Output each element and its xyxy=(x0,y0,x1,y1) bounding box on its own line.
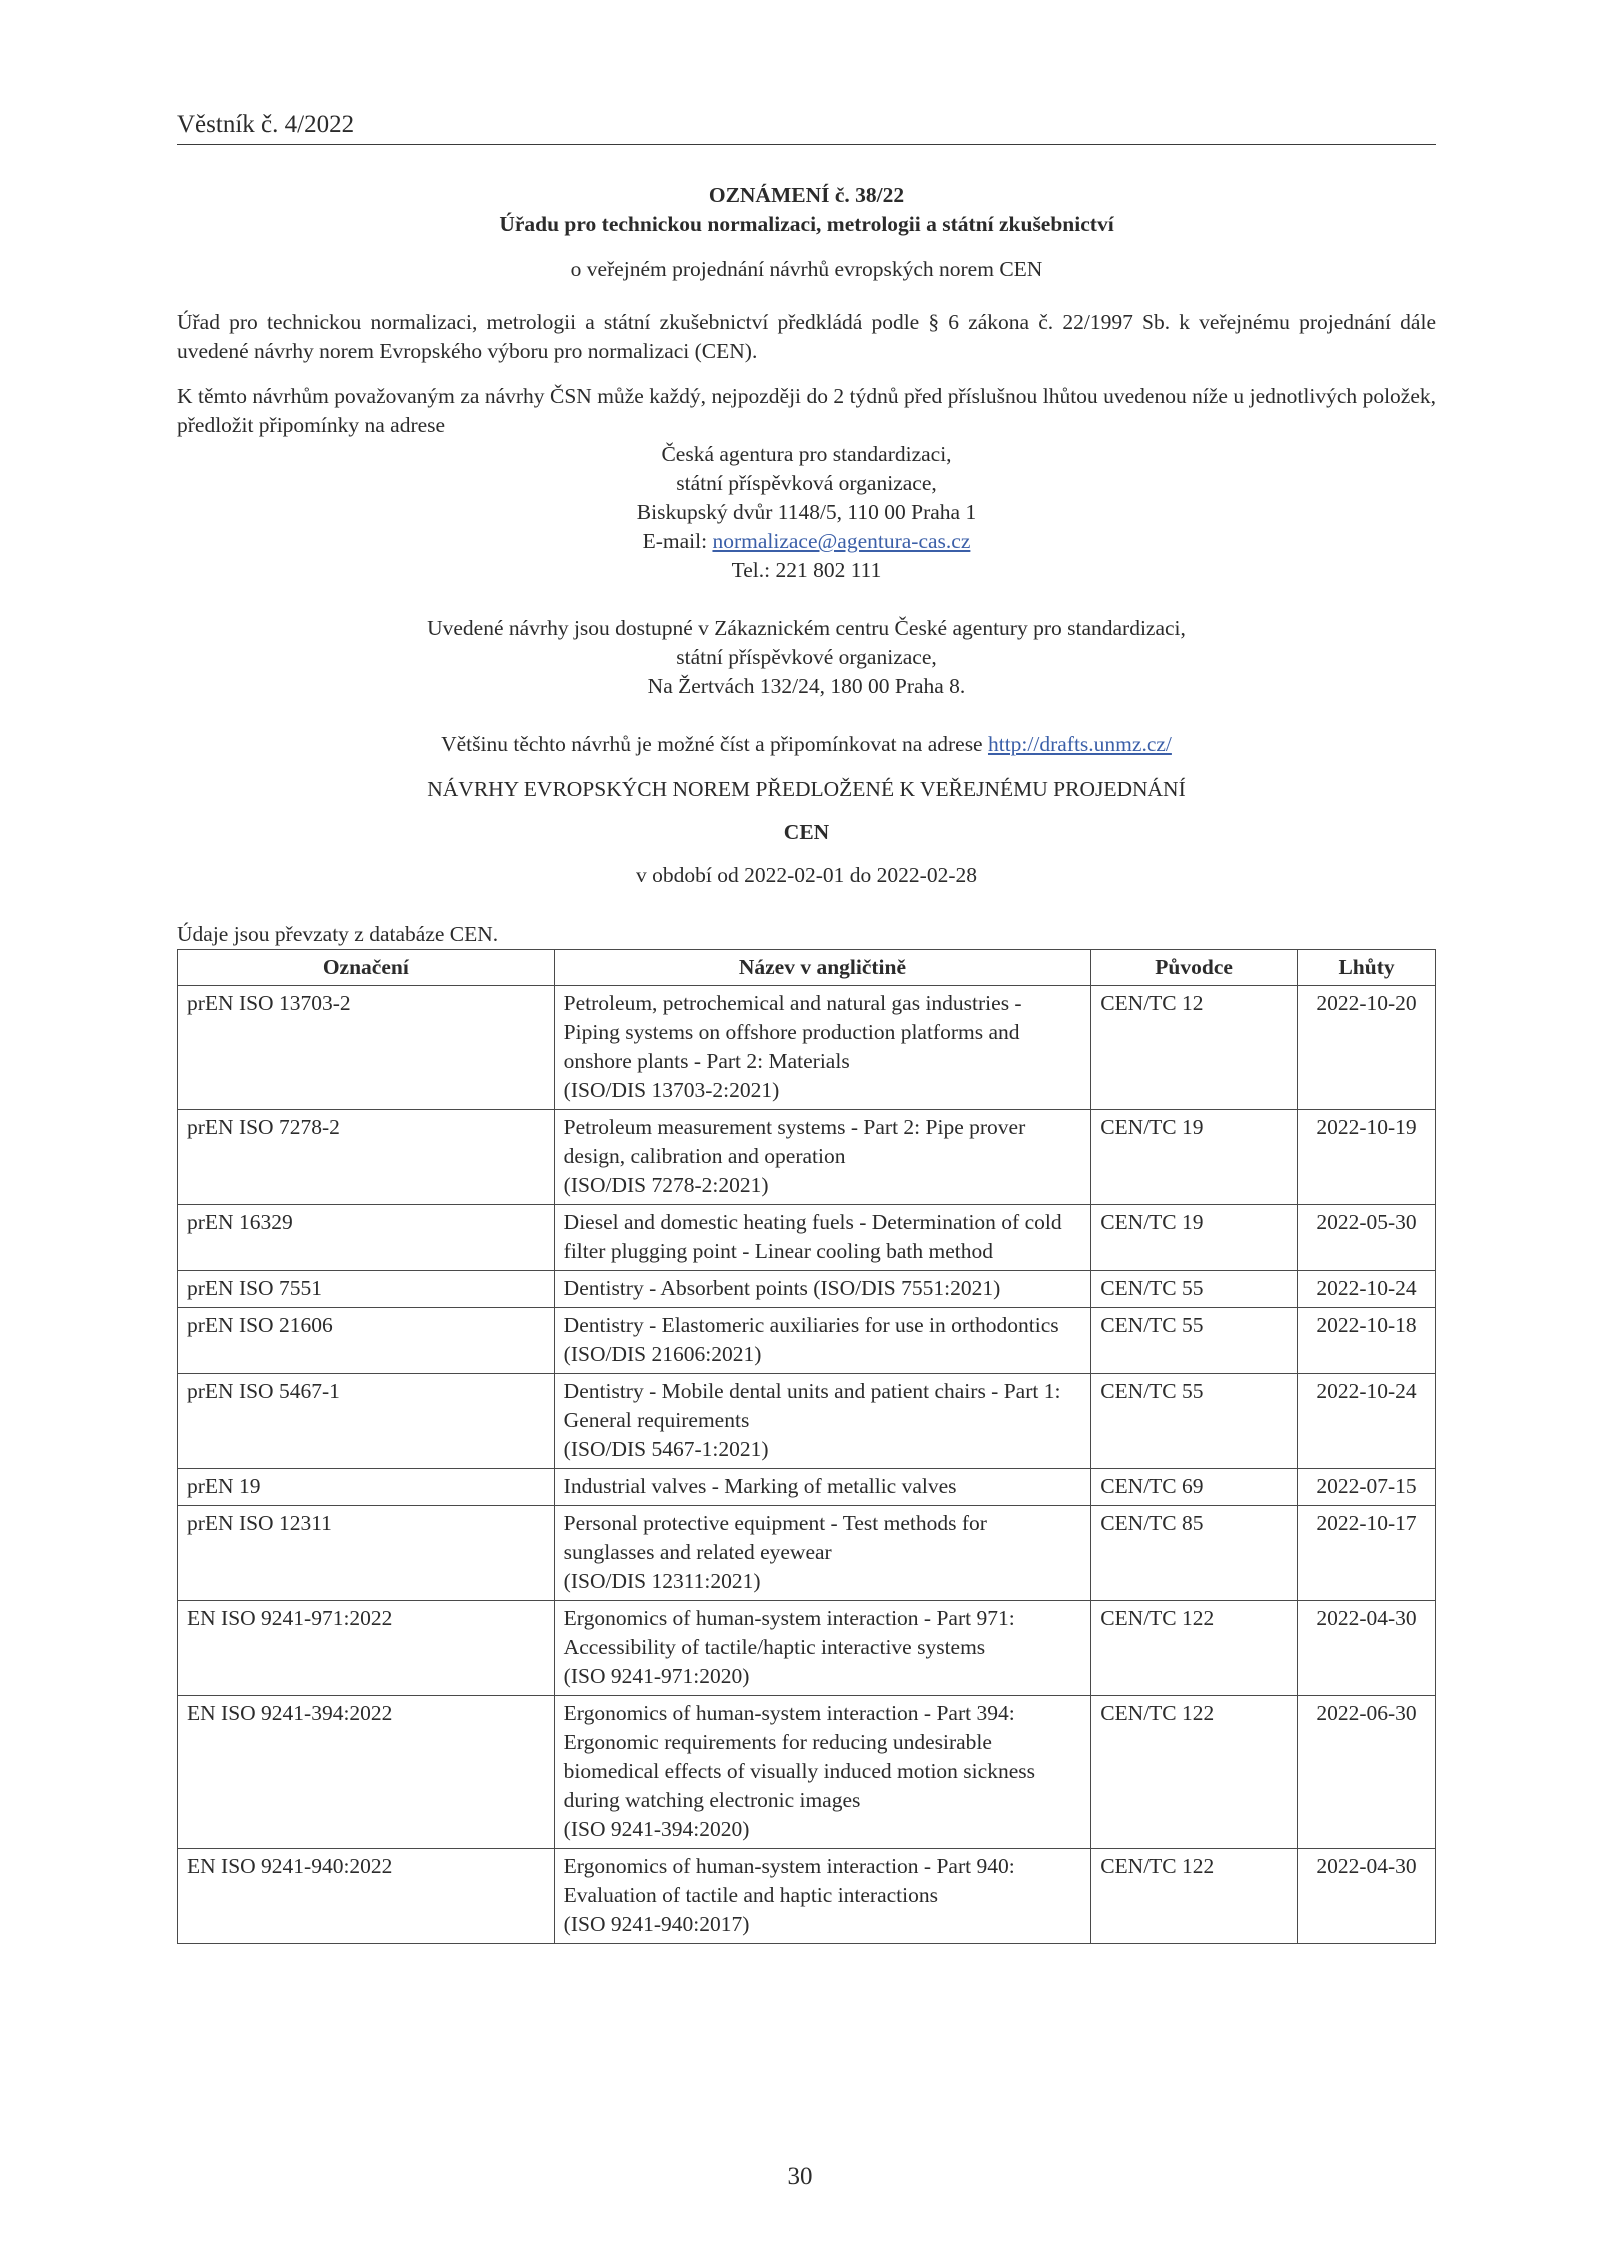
period-line: v období od 2022-02-01 do 2022-02-28 xyxy=(636,863,977,887)
cell-designation: prEN ISO 13703-2 xyxy=(178,986,555,1110)
phone-line: Tel.: 221 802 111 xyxy=(731,558,882,582)
cell-designation: prEN ISO 7551 xyxy=(178,1271,555,1308)
table-row xyxy=(178,1308,1436,1374)
cell-deadline: 2022-10-20 xyxy=(1298,986,1436,1110)
drafts-link[interactable]: http://drafts.unmz.cz/ xyxy=(987,732,1172,756)
table-row xyxy=(178,986,1436,1110)
cell-originator: CEN/TC 19 xyxy=(1091,1205,1298,1271)
page-number: 30 xyxy=(787,2163,813,2190)
web-line xyxy=(177,730,1436,759)
table-row xyxy=(178,1849,1436,1944)
cell-english-title: Ergonomics of human-system interaction - Part 940: Evaluation of tactile and haptic interactions (ISO 9241-940:2017) xyxy=(554,1849,1091,1944)
column-header-deadline: Lhůty xyxy=(1298,950,1436,986)
cell-english-title: Ergonomics of human-system interaction - Part 971: Accessibility of tactile/haptic interactive systems (ISO 9241-971:2020) xyxy=(554,1601,1091,1696)
cell-originator: CEN/TC 69 xyxy=(1091,1469,1298,1506)
table-row xyxy=(178,1110,1436,1205)
column-header-id: Označení xyxy=(178,950,555,986)
cell-deadline: 2022-10-24 xyxy=(1298,1271,1436,1308)
page-content xyxy=(177,108,1436,1944)
comments-paragraph: K těmto návrhům považovaným za návrhy ČSN může každý, nejpozději do 2 týdnů před příslušnou lhůtou uvedenou níže u jednotlivých položek, předložit připomínky na adrese xyxy=(177,384,1436,437)
cell-english-title: Diesel and domestic heating fuels - Determination of cold filter plugging point - Linear cooling bath method xyxy=(554,1205,1091,1271)
cell-english-title: Ergonomics of human-system interaction - Part 394: Ergonomic requirements for reducing undesirable biomedical effects of visually induced motion sickness during watching electronic images (ISO 9241-394:2020) xyxy=(554,1696,1091,1849)
email-label: E-mail: xyxy=(642,529,713,553)
cell-designation: prEN 16329 xyxy=(178,1205,555,1271)
email-line xyxy=(177,527,1436,556)
standards-table xyxy=(177,949,1436,1944)
notice-authority: Úřadu pro technickou normalizaci, metrologii a státní zkušebnictví xyxy=(499,212,1114,236)
source-note: Údaje jsou převzaty z databáze CEN. xyxy=(177,922,499,946)
cell-deadline: 2022-10-24 xyxy=(1298,1374,1436,1469)
table-row xyxy=(178,1469,1436,1506)
address-line: státní příspěvková organizace, xyxy=(676,471,937,495)
cell-originator: CEN/TC 55 xyxy=(1091,1308,1298,1374)
table-row xyxy=(178,1374,1436,1469)
cell-originator: CEN/TC 55 xyxy=(1091,1374,1298,1469)
cell-english-title: Personal protective equipment - Test methods for sunglasses and related eyewear (ISO/DIS 12311:2021) xyxy=(554,1506,1091,1601)
cell-designation: EN ISO 9241-940:2022 xyxy=(178,1849,555,1944)
cell-english-title: Industrial valves - Marking of metallic valves xyxy=(554,1469,1091,1506)
cell-english-title: Dentistry - Elastomeric auxiliaries for use in orthodontics (ISO/DIS 21606:2021) xyxy=(554,1308,1091,1374)
cell-originator: CEN/TC 55 xyxy=(1091,1271,1298,1308)
address-block xyxy=(177,440,1436,585)
running-title: Věstník č. 4/2022 xyxy=(177,108,1436,145)
cell-deadline: 2022-04-30 xyxy=(1298,1849,1436,1944)
section-heading: NÁVRHY EVROPSKÝCH NOREM PŘEDLOŽENÉ K VEŘEJNÉMU PROJEDNÁNÍ xyxy=(427,777,1186,801)
notice-subject: o veřejném projednání návrhů evropských norem CEN xyxy=(570,257,1043,281)
address-line: Česká agentura pro standardizaci, xyxy=(661,442,952,466)
availability-line: Uvedené návrhy jsou dostupné v Zákaznickém centru České agentury pro standardizaci, xyxy=(427,616,1186,640)
notice-title: OZNÁMENÍ č. 38/22 xyxy=(708,183,905,207)
intro-paragraph: Úřad pro technickou normalizaci, metrologii a státní zkušebnictví předkládá podle § 6 zákona č. 22/1997 Sb. k veřejnému projednání dále uvedené návrhy norem Evropského výboru pro normalizaci (CEN). xyxy=(177,310,1436,363)
cell-deadline: 2022-10-18 xyxy=(1298,1308,1436,1374)
web-text: Většinu těchto návrhů je možné číst a připomínkovat na adrese xyxy=(441,732,988,756)
cell-deadline: 2022-07-15 xyxy=(1298,1469,1436,1506)
cell-designation: prEN ISO 5467-1 xyxy=(178,1374,555,1469)
table-row xyxy=(178,1601,1436,1696)
cell-english-title: Petroleum measurement systems - Part 2: Pipe prover design, calibration and operation (ISO/DIS 7278-2:2021) xyxy=(554,1110,1091,1205)
table-row xyxy=(178,1696,1436,1849)
availability-line: Na Žertvách 132/24, 180 00 Praha 8. xyxy=(647,674,966,698)
cell-originator: CEN/TC 12 xyxy=(1091,986,1298,1110)
table-header-row xyxy=(178,950,1436,986)
cell-designation: prEN ISO 7278-2 xyxy=(178,1110,555,1205)
cell-deadline: 2022-10-17 xyxy=(1298,1506,1436,1601)
cell-english-title: Petroleum, petrochemical and natural gas industries - Piping systems on offshore production platforms and onshore plants - Part 2: Materials (ISO/DIS 13703-2:2021) xyxy=(554,986,1091,1110)
table-row xyxy=(178,1271,1436,1308)
cell-english-title: Dentistry - Absorbent points (ISO/DIS 7551:2021) xyxy=(554,1271,1091,1308)
email-link[interactable]: normalizace@agentura-cas.cz xyxy=(712,529,971,553)
cell-originator: CEN/TC 122 xyxy=(1091,1601,1298,1696)
column-header-name: Název v angličtině xyxy=(554,950,1091,986)
cell-originator: CEN/TC 85 xyxy=(1091,1506,1298,1601)
organization-heading: CEN xyxy=(783,820,830,844)
cell-originator: CEN/TC 122 xyxy=(1091,1696,1298,1849)
cell-designation: EN ISO 9241-971:2022 xyxy=(178,1601,555,1696)
address-line: Biskupský dvůr 1148/5, 110 00 Praha 1 xyxy=(636,500,977,524)
table-row xyxy=(178,1205,1436,1271)
cell-deadline: 2022-04-30 xyxy=(1298,1601,1436,1696)
cell-designation: prEN 19 xyxy=(178,1469,555,1506)
cell-designation: prEN ISO 12311 xyxy=(178,1506,555,1601)
cell-designation: prEN ISO 21606 xyxy=(178,1308,555,1374)
availability-block xyxy=(177,614,1436,701)
cell-designation: EN ISO 9241-394:2022 xyxy=(178,1696,555,1849)
table-row xyxy=(178,1506,1436,1601)
cell-originator: CEN/TC 122 xyxy=(1091,1849,1298,1944)
column-header-origin: Původce xyxy=(1091,950,1298,986)
availability-line: státní příspěvkové organizace, xyxy=(676,645,937,669)
cell-deadline: 2022-05-30 xyxy=(1298,1205,1436,1271)
cell-originator: CEN/TC 19 xyxy=(1091,1110,1298,1205)
cell-deadline: 2022-10-19 xyxy=(1298,1110,1436,1205)
cell-deadline: 2022-06-30 xyxy=(1298,1696,1436,1849)
cell-english-title: Dentistry - Mobile dental units and patient chairs - Part 1: General requirements (ISO/DIS 5467-1:2021) xyxy=(554,1374,1091,1469)
